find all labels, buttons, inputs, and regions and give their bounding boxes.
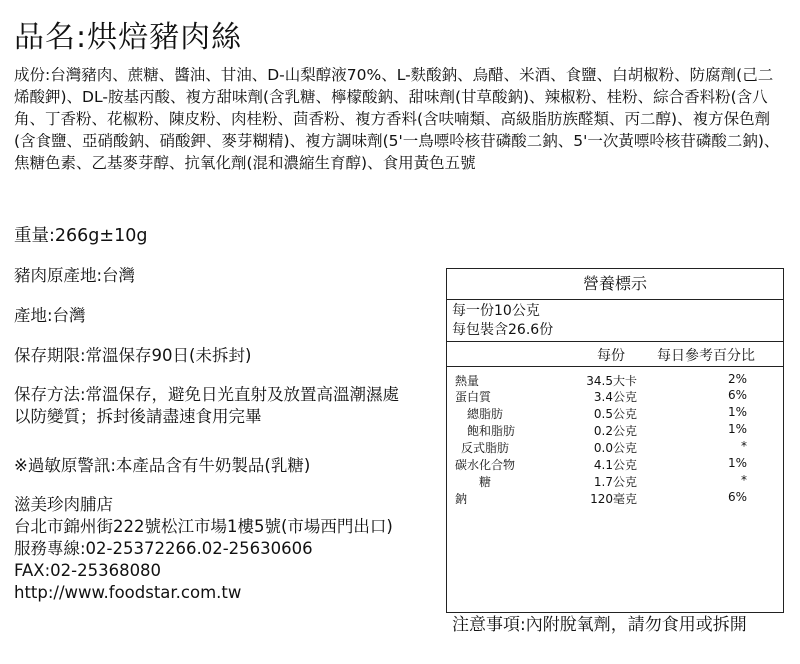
- allergen-warning: ※過敏原警訊:本產品含有牛奶製品(乳糖): [14, 456, 311, 475]
- nutrient-dv: 1%: [727, 422, 747, 436]
- notice-text: 注意事項:內附脫氧劑，請勿食用或拆開: [452, 615, 747, 635]
- nutrient-dv: *: [741, 439, 747, 453]
- net-weight: 重量:266g±10g: [14, 226, 148, 246]
- nutrient-row-sugar: [447, 473, 783, 490]
- company-name: 滋美珍肉脯店: [14, 495, 113, 514]
- nutrient-row-carbohydrate: [447, 456, 783, 473]
- nutrient-dv: *: [741, 473, 747, 487]
- nutrient-row-trans-fat: [447, 439, 783, 456]
- product-origin: 產地:台灣: [14, 306, 86, 325]
- nutrition-facts-panel: [446, 268, 784, 613]
- shelf-life: 保存期限:常溫保存90日(未拆封): [14, 346, 252, 365]
- product-title: 品名:烘焙豬肉絲: [14, 20, 243, 55]
- nutrient-name: 反式脂肪: [461, 441, 510, 455]
- nutrient-name: 糖: [479, 475, 492, 489]
- nutrient-amount: 0.5公克: [593, 407, 637, 421]
- nutrient-amount: 1.7公克: [593, 475, 637, 489]
- header-per-serving: 每份: [597, 348, 625, 364]
- nutrient-dv: 6%: [727, 388, 747, 402]
- nutrient-row-total-fat: [447, 405, 783, 422]
- nutrient-amount: 4.1公克: [593, 458, 637, 472]
- nutrient-name: 總脂肪: [467, 407, 504, 421]
- nutrient-row-protein: [447, 388, 783, 405]
- company-fax: FAX:02-25368080: [14, 561, 162, 580]
- nutrient-name: 鈉: [455, 492, 468, 506]
- nutrient-name: 碳水化合物: [455, 458, 516, 472]
- nutrient-name: 熱量: [455, 374, 480, 388]
- ingredients-text: 成份:台灣豬肉、蔗糖、醬油、甘油、D-山梨醇液70%、L-麩酸鈉、烏醋、米酒、食鹽、白胡椒粉、防腐劑(己二烯酸鉀)、DL-胺基丙酸、複方甜味劑(含乳糖、檸檬酸鈉、甜味劑(甘草酸鈉)、辣椒粉、桂粉、綜合香料粉(含八角、丁香粉、花椒粉、陳皮粉、肉桂粉、茴香粉、複方香料(含呋喃類、高級脂肪族醛類、丙二醇)、複方保色劑(含食鹽、亞硝酸鈉、硝酸鉀、麥芽糊精)、複方調味劑(5'一鳥嘌呤核苷磷酸二鈉、5'一次黃嘌呤核苷磷酸二鈉)、焦糖色素、乙基麥芽醇、抗氧化劑(混和濃縮生育醇)、食用黃色五號: [14, 66, 780, 172]
- nutrient-dv: 1%: [727, 405, 747, 419]
- divider: [447, 341, 783, 342]
- divider: [447, 366, 783, 367]
- nutrient-amount: 120毫克: [590, 492, 637, 506]
- nutrient-dv: 6%: [727, 490, 747, 504]
- nutrient-dv: 1%: [727, 456, 747, 470]
- nutrient-row-sodium: [447, 490, 783, 507]
- nutrient-amount: 34.5大卡: [586, 374, 637, 388]
- nutrient-amount: 3.4公克: [593, 390, 637, 404]
- company-phone: 服務專線:02-25372266.02-25630606: [14, 539, 313, 558]
- company-info: [14, 494, 414, 604]
- nutrient-row-calories: [447, 372, 783, 389]
- company-address: 台北市錦州街222號松江市場1樓5號(市場西門出口): [14, 517, 393, 536]
- servings-per-package: 每包裝含26.6份: [452, 322, 554, 338]
- nutrient-dv: 2%: [727, 372, 747, 386]
- company-website: http://www.foodstar.com.tw: [14, 583, 242, 602]
- pork-origin: 豬肉原產地:台灣: [14, 266, 136, 285]
- header-daily-value: 每日參考百分比: [657, 348, 755, 364]
- nutrition-title: 營養標示: [447, 269, 783, 300]
- serving-size: 每一份10公克: [452, 303, 540, 319]
- nutrient-amount: 0.2公克: [593, 424, 637, 438]
- storage-instructions: 保存方法:常溫保存，避免日光直射及放置高溫潮濕處以防變質；拆封後請盡速食用完畢: [14, 385, 400, 426]
- nutrient-row-saturated-fat: [447, 422, 783, 439]
- nutrient-name: 蛋白質: [455, 390, 492, 404]
- nutrient-amount: 0.0公克: [593, 441, 637, 455]
- nutrient-name: 飽和脂肪: [467, 424, 516, 438]
